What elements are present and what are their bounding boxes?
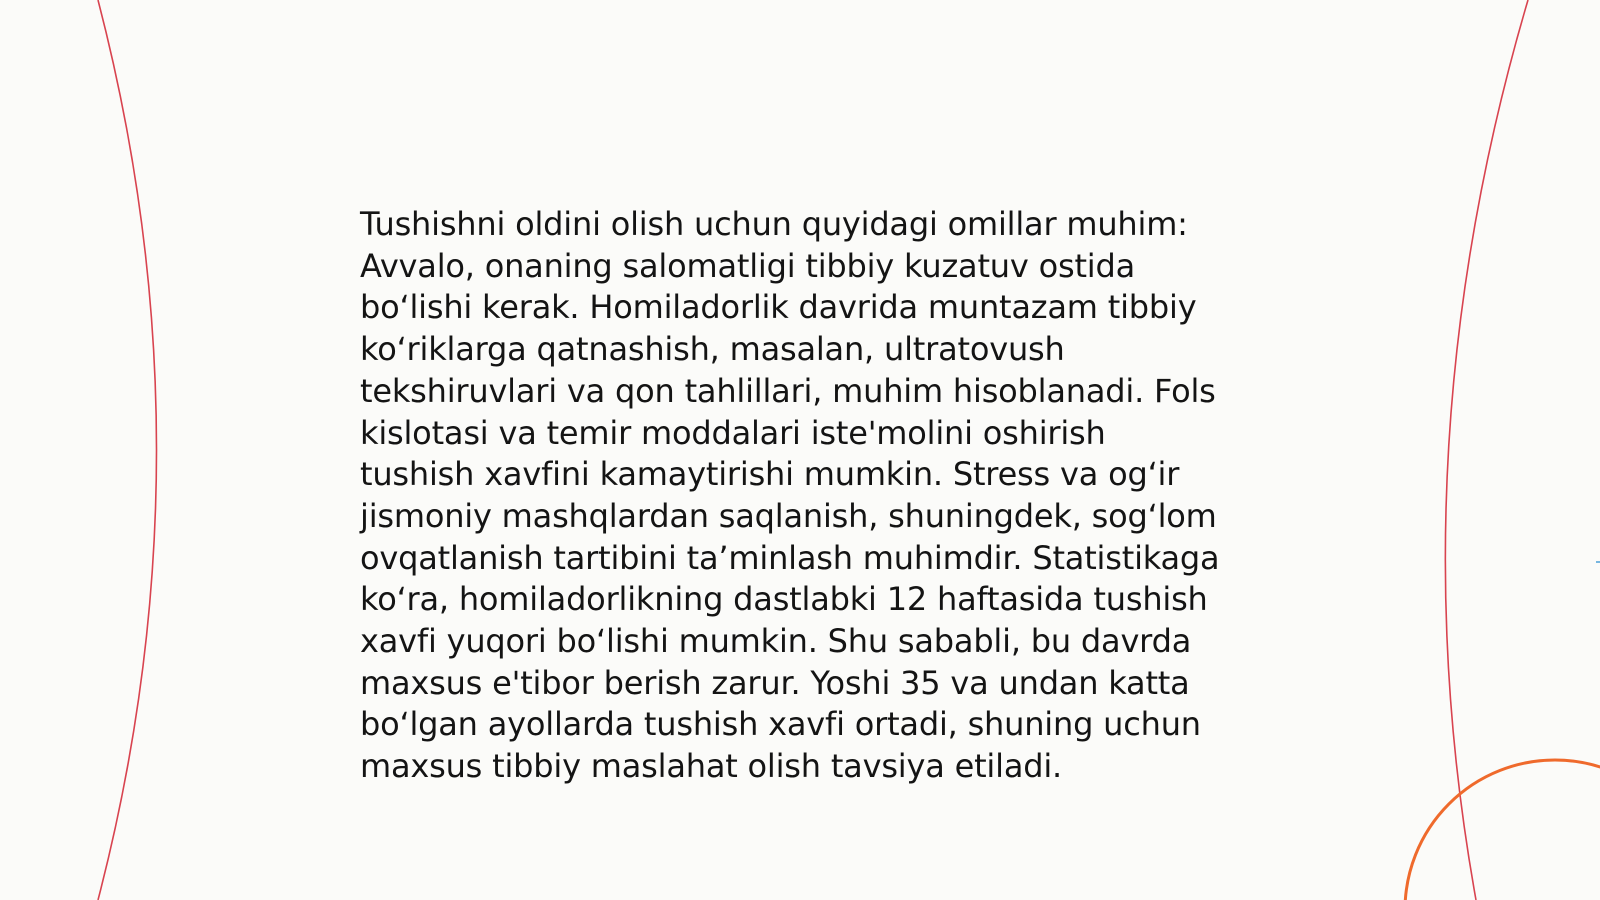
paragraph-line: Tushishni oldini olish uchun quyidagi omillar muhim:	[360, 205, 1188, 243]
paragraph-line: kislotasi va temir moddalari iste'molini oshirish	[360, 413, 1106, 452]
paragraph-line: bo‘lgan ayollarda tushish xavfi ortadi, shuning uchun	[360, 705, 1201, 744]
corner-circle	[1405, 760, 1600, 900]
paragraph-line: ovqatlanish tartibini ta’minlash muhimdir. Statistikaga	[360, 538, 1220, 577]
paragraph-line: tushish xavfini kamaytirishi mumkin. Stress va og‘ir	[360, 455, 1180, 494]
paragraph-line: Avvalo, onaning salomatligi tibbiy kuzatuv ostida	[360, 246, 1135, 285]
paragraph-line: maxsus e'tibor berish zarur. Yoshi 35 va undan katta	[360, 663, 1190, 702]
body-paragraph	[360, 204, 1250, 788]
paragraph-line: jismoniy mashqlardan saqlanish, shuningdek, sog‘lom	[360, 496, 1217, 535]
paragraph-line: maxsus tibbiy maslahat olish tavsiya etiladi.	[360, 747, 1063, 786]
paragraph-line: ko‘ra, homiladorlikning dastlabki 12 haftasida tushish	[360, 580, 1208, 619]
left-arc-line	[98, 0, 157, 900]
paragraph-line: tekshiruvlari va qon tahlillari, muhim hisoblanadi. Fols	[360, 371, 1216, 410]
paragraph-line: bo‘lishi kerak. Homiladorlik davrida muntazam tibbiy	[360, 288, 1197, 327]
paragraph-line: xavfi yuqori bo‘lishi mumkin. Shu sababli, bu davrda	[360, 622, 1192, 661]
paragraph-line: ko‘riklarga qatnashish, masalan, ultratovush	[360, 330, 1065, 369]
